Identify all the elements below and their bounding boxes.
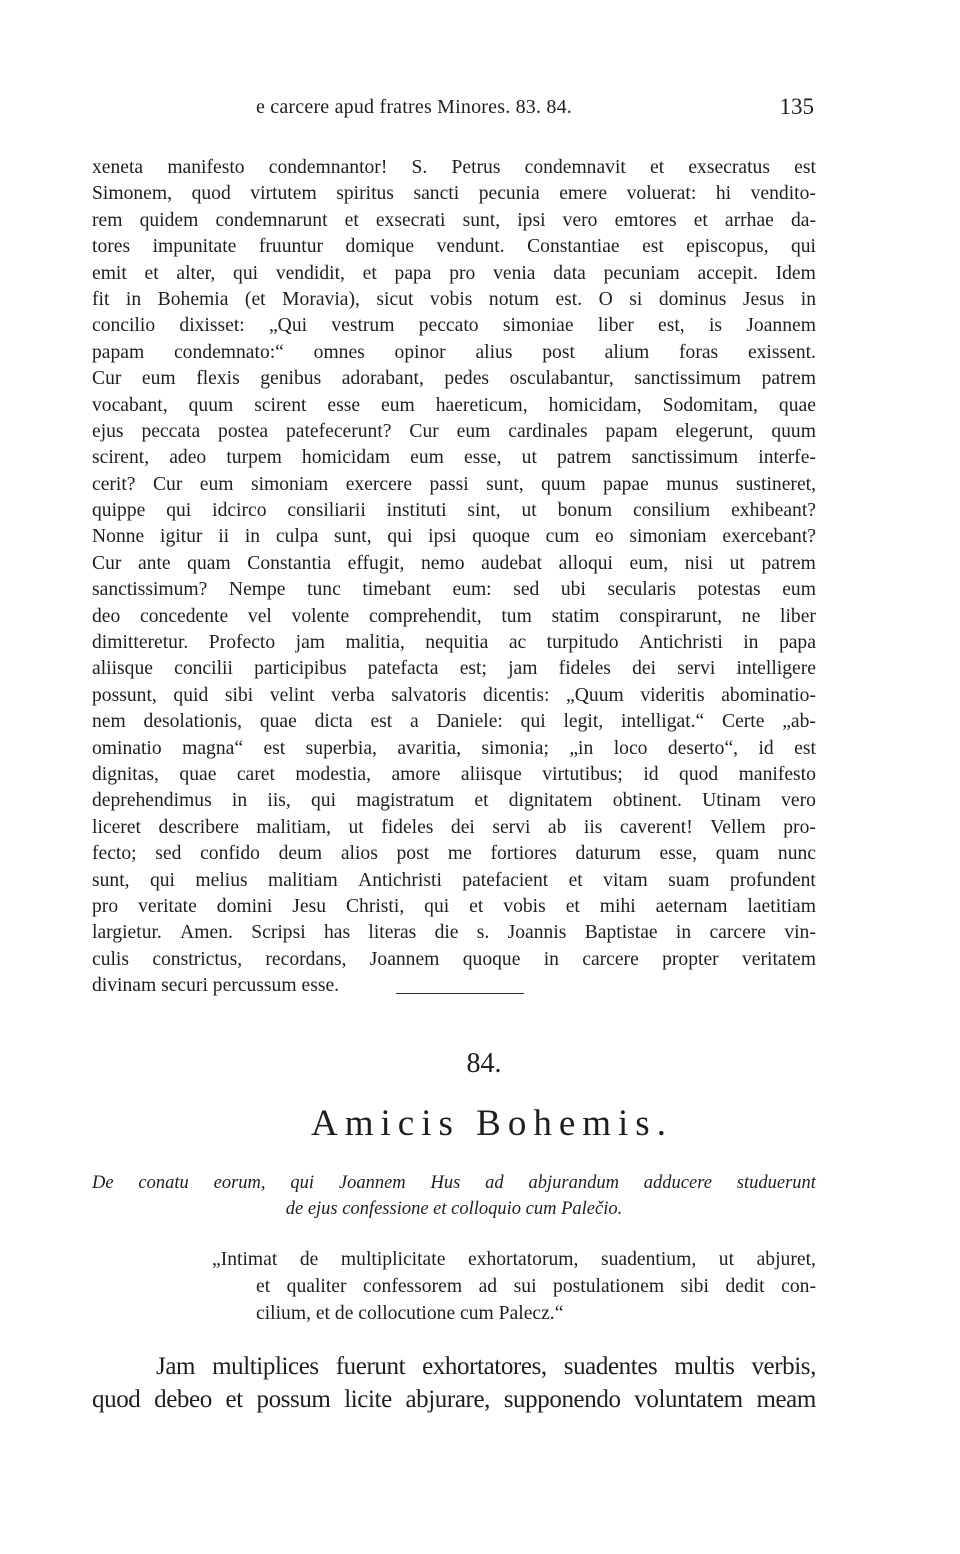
summary-line: De conatu eorum, qui Joannem Hus ad abjurandum adducere studuerunt: [92, 1173, 816, 1193]
text-line: quippe qui idcirco consiliarii instituti sint, ut bonum consilium exhibeant?: [92, 500, 816, 522]
text-line: liceret describere malitiam, ut fideles dei servi ab iis caverent! Vellem pro-: [92, 816, 816, 838]
text-line: cerit? Cur eum simoniam exercere passi sunt, quum papae munus sustineret,: [92, 473, 816, 495]
document-heading: Amicis Bohemis.: [311, 1103, 673, 1144]
summary-line: de ejus confessione et colloquio cum Palečio.: [285, 1199, 623, 1219]
letter-line: quod debeo et possum licite abjurare, supponendo voluntatem meam: [92, 1386, 816, 1413]
text-line: pro veritate domini Jesu Christi, qui et vobis et mihi aeternam laetitiam: [92, 895, 816, 917]
text-line: Cur ante quam Constantia effugit, nemo audebat alloqui eum, nisi ut patrem: [92, 552, 816, 574]
text-line: vocabant, quum scirent esse eum haereticum, homicidam, Sodomitam, quae: [92, 394, 816, 416]
text-line: tores impunitate fruuntur domique vendunt. Constantiae est episcopus, qui: [92, 236, 816, 258]
document-summary: [92, 1170, 816, 1222]
text-line: Cur eum flexis genibus adorabant, pedes osculabantur, sanctissimum patrem: [92, 368, 816, 390]
letter-84-opening: [92, 1350, 816, 1416]
page-number: 135: [779, 94, 814, 119]
section-divider: [396, 993, 524, 994]
document-number: 84.: [466, 1048, 502, 1079]
running-head-title: e carcere apud fratres Minores. 83. 84.: [256, 96, 572, 118]
text-line: fecto; sed confido deum alios post me fortiores daturum esse, quam nunc: [92, 843, 816, 865]
text-line: emit et alter, qui vendidit, et papa pro venia data pecuniam accepit. Idem: [92, 262, 816, 284]
text-line: xeneta manifesto condemnantor! S. Petrus condemnavit et exsecratus est: [92, 157, 816, 178]
document-quote: [212, 1246, 816, 1327]
text-line: culis constrictus, recordans, Joannem quoque in carcere propter veritatem: [92, 948, 816, 970]
text-line: scirent, adeo turpem homicidam eum esse, ut patrem sanctissimum interfe-: [92, 447, 816, 469]
running-head: [92, 96, 816, 126]
text-line: ominatio magna“ est superbia, avaritia, simonia; „in loco deserto“, id est: [92, 737, 816, 759]
text-line: largietur. Amen. Scripsi has literas die s. Joannis Baptistae in carcere vin-: [92, 922, 816, 944]
text-line: Nonne igitur ii in culpa sunt, qui ipsi quoque cum eo simoniam exercebant?: [92, 526, 816, 548]
text-line: divinam securi percussum esse.: [92, 975, 340, 997]
quote-line: cilium, et de collocutione cum Palecz.“: [256, 1303, 564, 1324]
text-line: fit in Bohemia (et Moravia), sicut vobis notum est. O si dominus Jesus in: [92, 288, 816, 310]
text-line: dignitas, quae caret modestia, amore aliisque virtutibus; id quod manifesto: [92, 763, 816, 785]
text-line: nem desolationis, quae dicta est a Daniele: qui legit, intelligat.“ Certe „ab-: [92, 711, 816, 733]
text-line: sunt, qui melius malitiam Antichristi patefacient et vitam suam profundent: [92, 869, 816, 891]
letter-83-body: [92, 155, 816, 1000]
letter-line: Jam multiplices fuerunt exhortatores, suadentes multis verbis,: [156, 1353, 816, 1380]
quote-line: „Intimat de multiplicitate exhortatorum, suadentium, ut abjuret,: [212, 1249, 816, 1270]
text-line: deo concedente vel volente comprehendit, tum statim conspirarunt, ne liber: [92, 605, 816, 627]
text-line: papam condemnato:“ omnes opinor alius post alium foras exissent.: [92, 341, 816, 363]
text-line: Simonem, quod virtutem spiritus sancti pecunia emere voluerat: hi vendito-: [92, 183, 816, 205]
text-line: concilio dixisset: „Qui vestrum peccato simoniae liber est, is Joannem: [92, 315, 816, 337]
text-line: sanctissimum? Nempe tunc timebant eum: sed ubi secularis potestas eum: [92, 579, 816, 601]
text-line: deprehendimus in iis, qui magistratum et dignitatem obtinent. Utinam vero: [92, 790, 816, 812]
quote-line: et qualiter confessorem ad sui postulationem sibi dedit con-: [256, 1276, 816, 1297]
text-line: ejus peccata postea patefecerunt? Cur eum cardinales papam elegerunt, quum: [92, 420, 816, 442]
text-line: aliisque concilii participibus patefacta est; jam fideles dei servi intelligere: [92, 658, 816, 680]
text-line: dimitteretur. Profecto jam malitia, nequitia ac turpitudo Antichristi in papa: [92, 632, 816, 654]
text-line: possunt, quid sibi velint verba salvatoris dicentis: „Quum videritis abominatio-: [92, 684, 816, 706]
text-line: rem quidem condemnarunt et exsecrati sunt, ipsi vero emtores et arrhae da-: [92, 209, 816, 231]
